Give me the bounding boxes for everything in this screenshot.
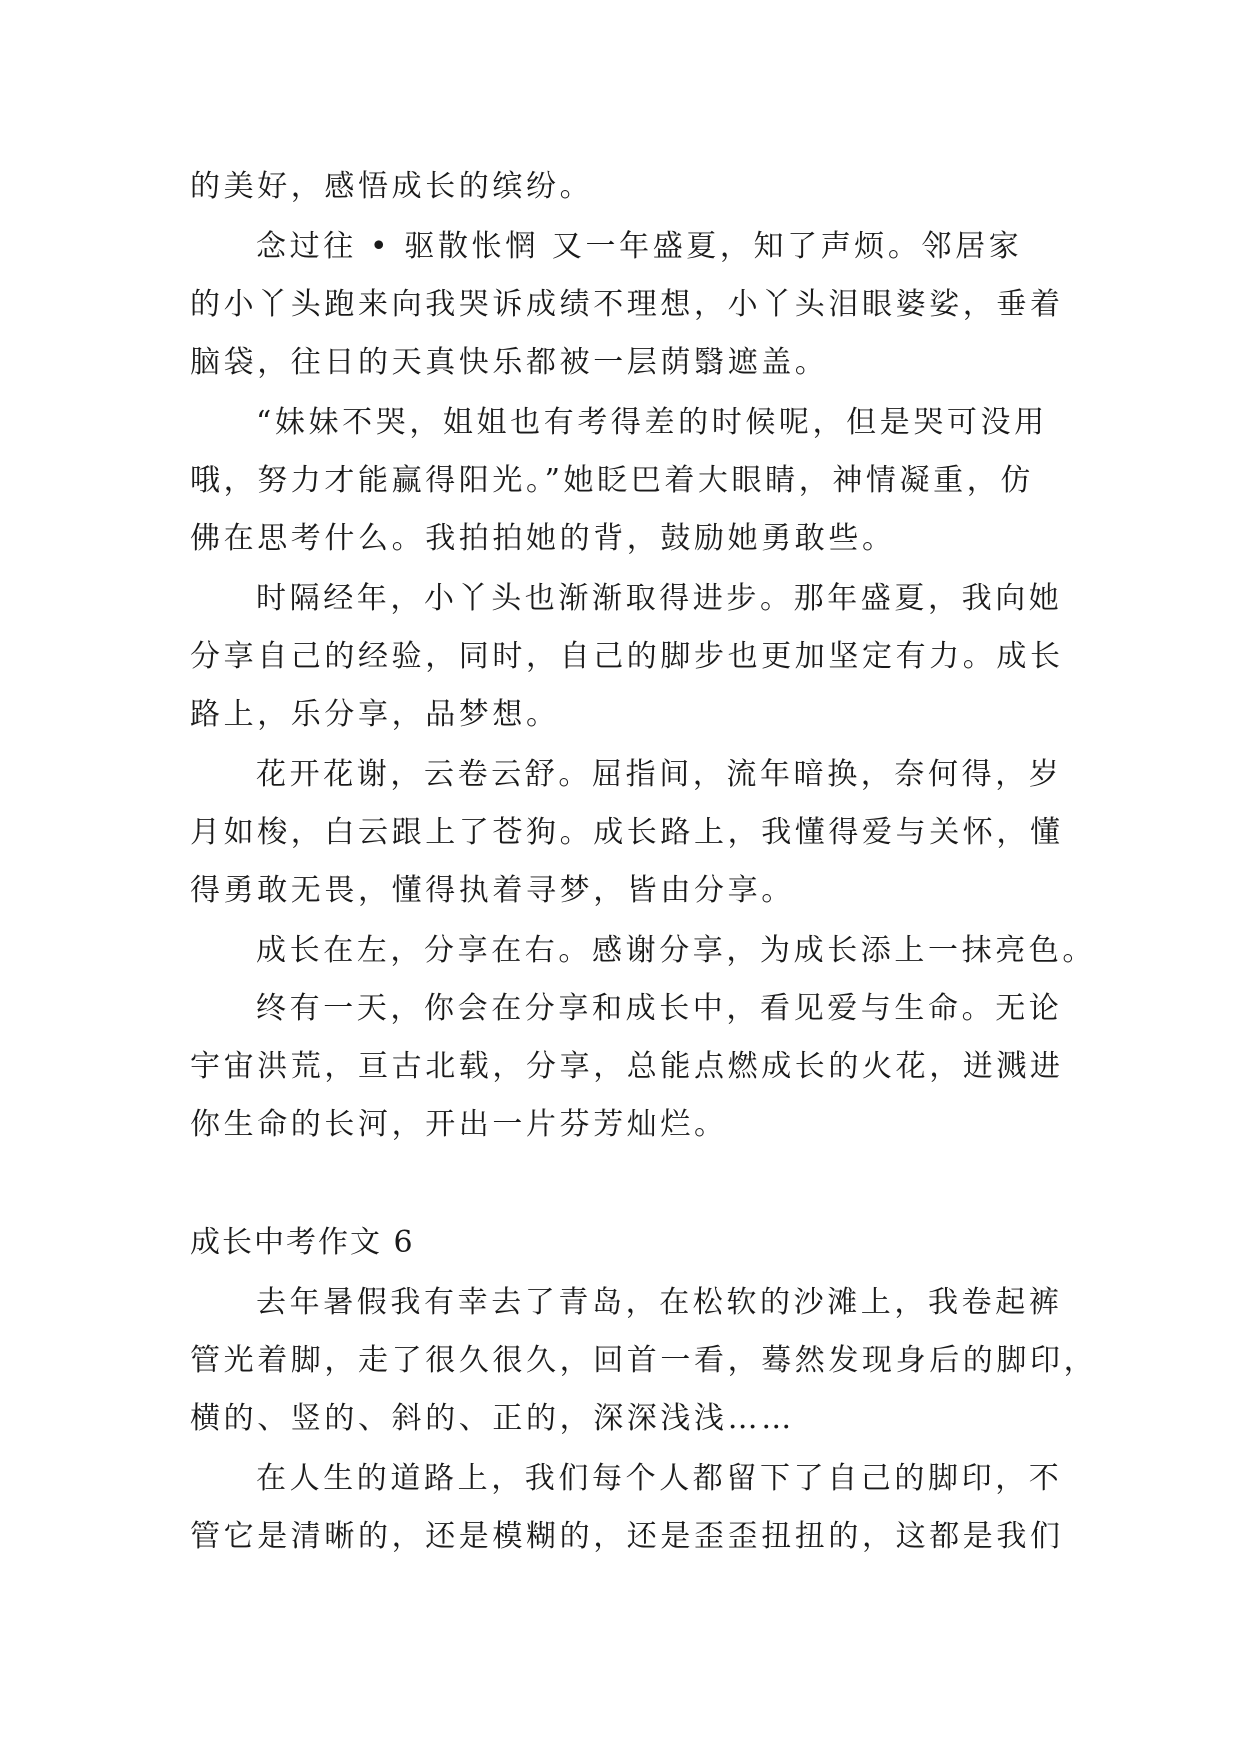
- text-line: 脑袋，往日的天真快乐都被一层荫翳遮盖。: [190, 345, 829, 380]
- text-line: 你生命的长河，开出一片芬芳灿烂。: [190, 1107, 728, 1142]
- text-line: 的美好，感悟成长的缤纷。: [190, 169, 594, 204]
- text-line: “妹妹不哭，姐姐也有考得差的时候呢，但是哭可没用: [256, 405, 1048, 440]
- text-line: 终有一天，你会在分享和成长中，看见爱与生命。无论: [256, 991, 1063, 1026]
- text-line: 去年暑假我有幸去了青岛，在松软的沙滩上，我卷起裤: [256, 1285, 1063, 1320]
- text-line: 分享自己的经验，同时，自己的脚步也更加坚定有力。成长: [190, 639, 1064, 674]
- text-line: 管它是清晰的，还是模糊的，还是歪歪扭扭的，这都是我们: [190, 1519, 1064, 1554]
- text-line: 路上，乐分享，品梦想。: [190, 697, 560, 732]
- text-line: 念过往 • 驱散怅惘 又一年盛夏，知了声烦。邻居家: [256, 229, 1023, 264]
- text-line: 哦，努力才能赢得阳光。”她眨巴着大眼睛，神情凝重，仿: [190, 463, 1034, 498]
- text-line: 管光着脚，走了很久很久，回首一看，蓦然发现身后的脚印，: [190, 1343, 1098, 1378]
- text-line: 得勇敢无畏，懂得执着寻梦，皆由分享。: [190, 873, 795, 908]
- text-line: 在人生的道路上，我们每个人都留下了自己的脚印，不: [256, 1461, 1063, 1496]
- text-line: 成长在左，分享在右。感谢分享，为成长添上一抹亮色。: [256, 933, 1096, 968]
- text-line: 花开花谢，云卷云舒。屈指间，流年暗换，奈何得，岁: [256, 757, 1063, 792]
- text-line: 宇宙洪荒，亘古北载，分享，总能点燃成长的火花，迸溅进: [190, 1049, 1064, 1084]
- text-line: 佛在思考什么。我拍拍她的背，鼓励她勇敢些。: [190, 521, 896, 556]
- text-line: 横的、竖的、斜的、正的，深深浅浅……: [190, 1401, 795, 1436]
- text-line: 的小丫头跑来向我哭诉成绩不理想，小丫头泪眼婆娑，垂着: [190, 287, 1064, 322]
- section-heading: 成长中考作文 6: [190, 1225, 415, 1260]
- text-line: 时隔经年，小丫头也渐渐取得进步。那年盛夏，我向她: [256, 581, 1063, 616]
- text-line: 月如梭，白云跟上了苍狗。成长路上，我懂得爱与关怀，懂: [190, 815, 1064, 850]
